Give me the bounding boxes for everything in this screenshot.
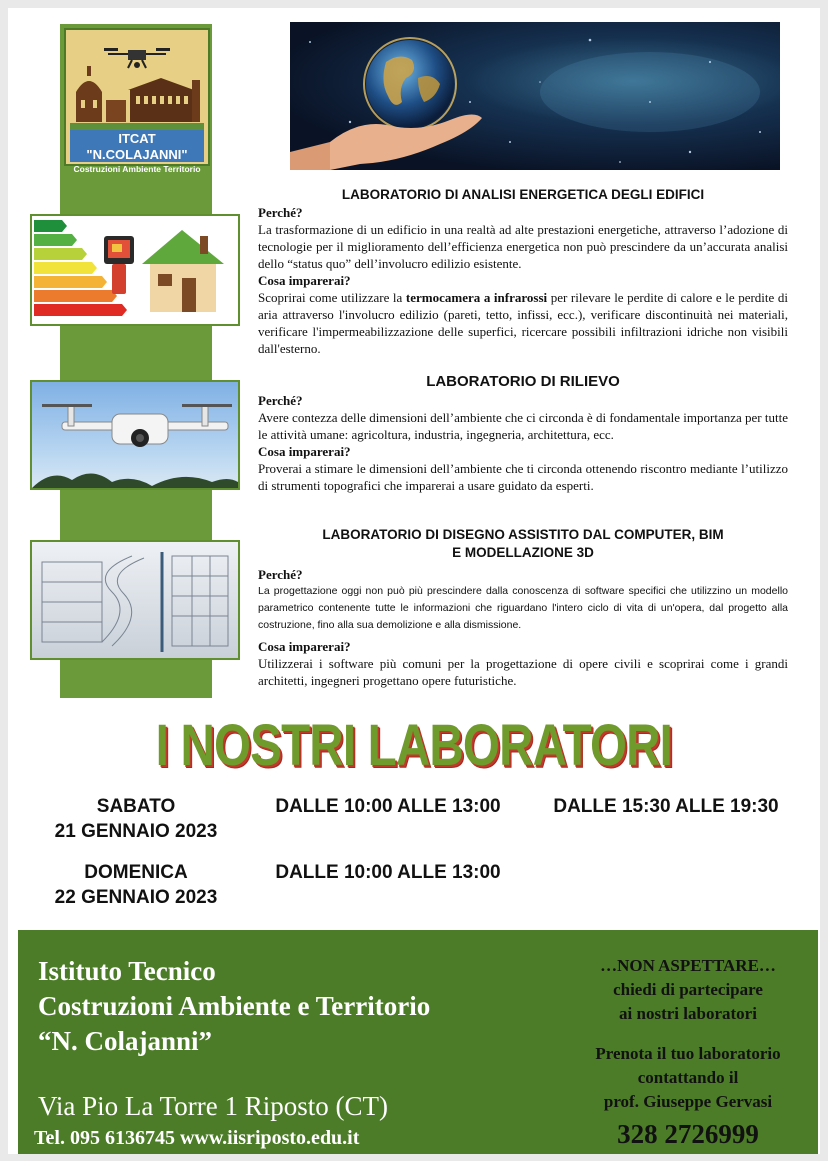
cta-line2: chiedi di partecipare [613,980,763,999]
lab2-why-text: Avere contezza delle dimensioni dell’ambiente che ci circonda è di fondamentale importanza per tutte le attività umane: agricoltura, industria, ingegneria, architettura, ecc. [258,410,788,442]
day2-slot1: DALLE 10:00 ALLE 13:00 [275,862,501,883]
lab1-learn-highlight: termocamera a infrarossi [405,290,548,305]
lab2-title: LABORATORIO DI RILIEVO [426,373,620,390]
flyer-page [8,8,820,1154]
cta-block [558,954,818,1026]
lab3-why-label: Perché? [258,567,303,582]
lab2-learn-label: Cosa imparerai? [258,444,351,459]
school-line1: Istituto Tecnico [38,956,216,986]
lab2-section [258,372,788,494]
logo-name: ITCAT "N.COLAJANNI" [86,131,188,162]
contact-phone: 328 2726999 [617,1119,759,1149]
lab3-why-text: La progettazione oggi non può più prescindere dalla conoscenza di software specifici che utilizzino un modello parametrico contenente tutte le informazioni che riguardano l'intero ciclo di vita di un'opera, dal progetto alla costruzione, fino alla sua demolizione e alla dismissione. [258,585,788,631]
school-line3: “N. Colajanni” [38,1026,213,1056]
footer-panel [18,930,818,1154]
schedule-day2 [36,860,236,910]
lab3-title-line1: LABORATORIO DI DISEGNO ASSISTITO DAL COMPUTER, BIM [322,527,724,542]
day1-name: SABATO [96,796,176,817]
cta-line1: …NON ASPETTARE… [600,956,776,975]
lab1-section [258,186,788,357]
drone-town-illustration [66,30,208,130]
lab1-learn-label: Cosa imparerai? [258,273,351,288]
logo-subtitle: Costruzioni Ambiente Territorio [73,164,201,174]
lab3-learn-text: Utilizzerai i software più comuni per la progettazione di opere civili e scoprirai come i grandi architetti, ingegneri progettano opere futuristiche. [258,656,788,688]
earth-in-hand-image [290,22,780,170]
lab3-title-line2: E MODELLAZIONE 3D [452,545,594,560]
booking-line3: prof. Giuseppe Gervasi [603,1092,773,1111]
cad-bim-image [30,540,240,660]
school-logo [64,28,210,174]
school-name-block [38,954,430,1059]
day1-slot2: DALLE 15:30 ALLE 19:30 [553,796,779,817]
day1-date: 21 GENNAIO 2023 [54,821,218,842]
drone-survey-image [30,380,240,490]
lab3-learn-label: Cosa imparerai? [258,639,351,654]
lab1-why-label: Perché? [258,205,303,220]
logo-band [70,130,204,174]
lab3-section [258,526,788,689]
lab2-learn-text: Proverai a stimare le dimensioni dell’ambiente che ti circonda ottenendo riscontro mediante l’utilizzo di strumenti topografici che imparerai a usare guidato da esperti. [258,461,788,493]
day2-name: DOMENICA [84,862,188,883]
energy-analysis-image [30,214,240,326]
lab1-why-text: La trasformazione di un edificio in una realtà ad alte prestazioni energetiche, attraverso l’adozione di tecnologie per il miglioramento dell’efficienza energetica non può prescindere da un’accurata analisi dello “status quo” dell’involucro edilizio esistente. [258,222,788,271]
day2-date: 22 GENNAIO 2023 [54,887,218,908]
booking-block [558,1042,818,1114]
day1-slot1: DALLE 10:00 ALLE 13:00 [275,796,501,817]
lab2-why-label: Perché? [258,393,303,408]
schedule-day1 [36,794,236,844]
booking-line1: Prenota il tuo laboratorio [595,1044,781,1063]
booking-line2: contattando il [637,1068,739,1087]
lab1-learn-text: Scoprirai come utilizzare la termocamera a infrarossi per rilevare le perdite di calore e le perdite di aria attraverso l'involucro edilizio (pareti, tetto, infissi, ecc.), verificare discontinuità nei materiali, verificare l'impermeabilizzazione delle superfici, ricercare possibili infiltrazioni idriche non visibili dall'esterno. [258,290,789,356]
school-line2: Costruzioni Ambiente e Territorio [38,991,431,1021]
school-address: Via Pio La Torre 1 Riposto (CT) [38,1091,388,1121]
lab1-title: LABORATORIO DI ANALISI ENERGETICA DEGLI EDIFICI [341,187,705,202]
labs-banner [8,712,820,779]
cta-line3: ai nostri laboratori [619,1004,757,1023]
school-contacts: Tel. 095 6136745 www.iisriposto.edu.it [34,1127,360,1149]
labs-banner-text: I NOSTRI LABORATORI [155,713,673,778]
